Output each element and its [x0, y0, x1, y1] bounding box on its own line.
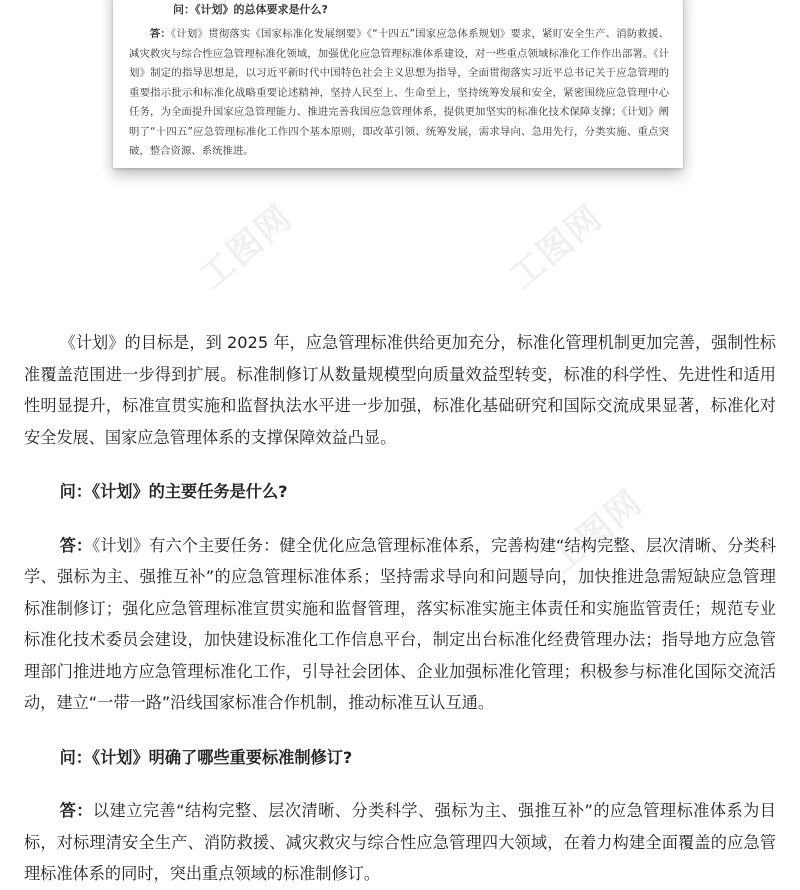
question-main-tasks: 问：《计划》的主要任务是什么?	[59, 482, 288, 501]
answer-text: 以建立完善“结构完整、层次清晰、分类科学、强标为主、强推互补”的应急管理标准体系为目标，对标理清安全生产、消防救援、减灾救灾与综合性应急管理四大领域，在着力构建全面覆盖的应急管理标准体系的同时，突出重点领域的标准制修订。	[24, 801, 776, 883]
article-body	[24, 327, 776, 890]
answer-main-tasks	[24, 530, 776, 719]
question-standards: 问：《计划》明确了哪些重要标准制修订?	[59, 747, 353, 767]
card-answer-text: 《计划》贯彻落实《国家标准化发展纲要》《“十四五”国家应急体系规划》要求，紧盯安全生产、消防救援、减灾救灾与综合性应急管理标准化领域，加强优化应急管理标准体系建设，对一些重点领域标准化工作作出部署。《计划》制定的指导思想是，以习近平新时代中国特色社会主义思想为指导，全面贯彻落实习近平总书记关于应急管理的重要指示批示和标准化战略重要论述精神，坚持人民至上、生命至上，坚持统筹发展和安全，紧密围绕应急管理中心任务，为全面提升国家应急管理能力、推进完善我国应急管理体系，提供更加坚实的标准化技术保障支撑；《计划》阐明了“十四五”应急管理标准化工作四个基本原则，即改革引领、统筹发展，需求导向、急用先行，分类实施、重点突破，整合资源、系统推进。	[129, 28, 669, 157]
watermark: 工图网	[542, 482, 651, 583]
answer-label: 答：	[59, 535, 93, 555]
paragraph-goal: 《计划》的目标是，到 2025 年，应急管理标准供给更加充分，标准化管理机制更加完善，强制性标准覆盖范围进一步得到扩展。标准制修订从数量规模型向质量效益型转变，标准的科学性、先进性和适用性明显提升，标准宣贯实施和监督执法水平进一步加强，标准化基础研究和国际交流成果显著，标准化对安全发展、国家应急管理体系的支撑保障效益凸显。	[24, 333, 776, 447]
document-card	[113, 0, 683, 168]
card-answer	[129, 25, 669, 162]
watermark: 工图网	[502, 197, 611, 298]
answer-standards	[24, 795, 776, 890]
card-answer-label: 答：	[149, 28, 171, 40]
answer-label: 答：	[59, 801, 93, 820]
watermark: 工图网	[192, 197, 301, 298]
answer-text: 《计划》有六个主要任务：健全优化应急管理标准体系，完善构建“结构完整、层次清晰、分类科学、强标为主、强推互补”的应急管理标准体系；坚持需求导向和问题导向，加快推进急需短缺应急管理标准制修订；强化应急管理标准宣贯实施和监督管理，落实标准实施主体责任和实施监管责任；规范专业标准化技术委员会建设，加快建设标准化工作信息平台，制定出台标准化经费管理办法；指导地方应急管理部门推进地方应急管理标准化工作，引导社会团体、企业加强标准化管理；积极参与标准化国际交流活动，建立“一带一路”沿线国家标准合作机制，推动标准互认互通。	[24, 535, 776, 712]
card-question: 问：《计划》的总体要求是什么?	[173, 3, 328, 16]
